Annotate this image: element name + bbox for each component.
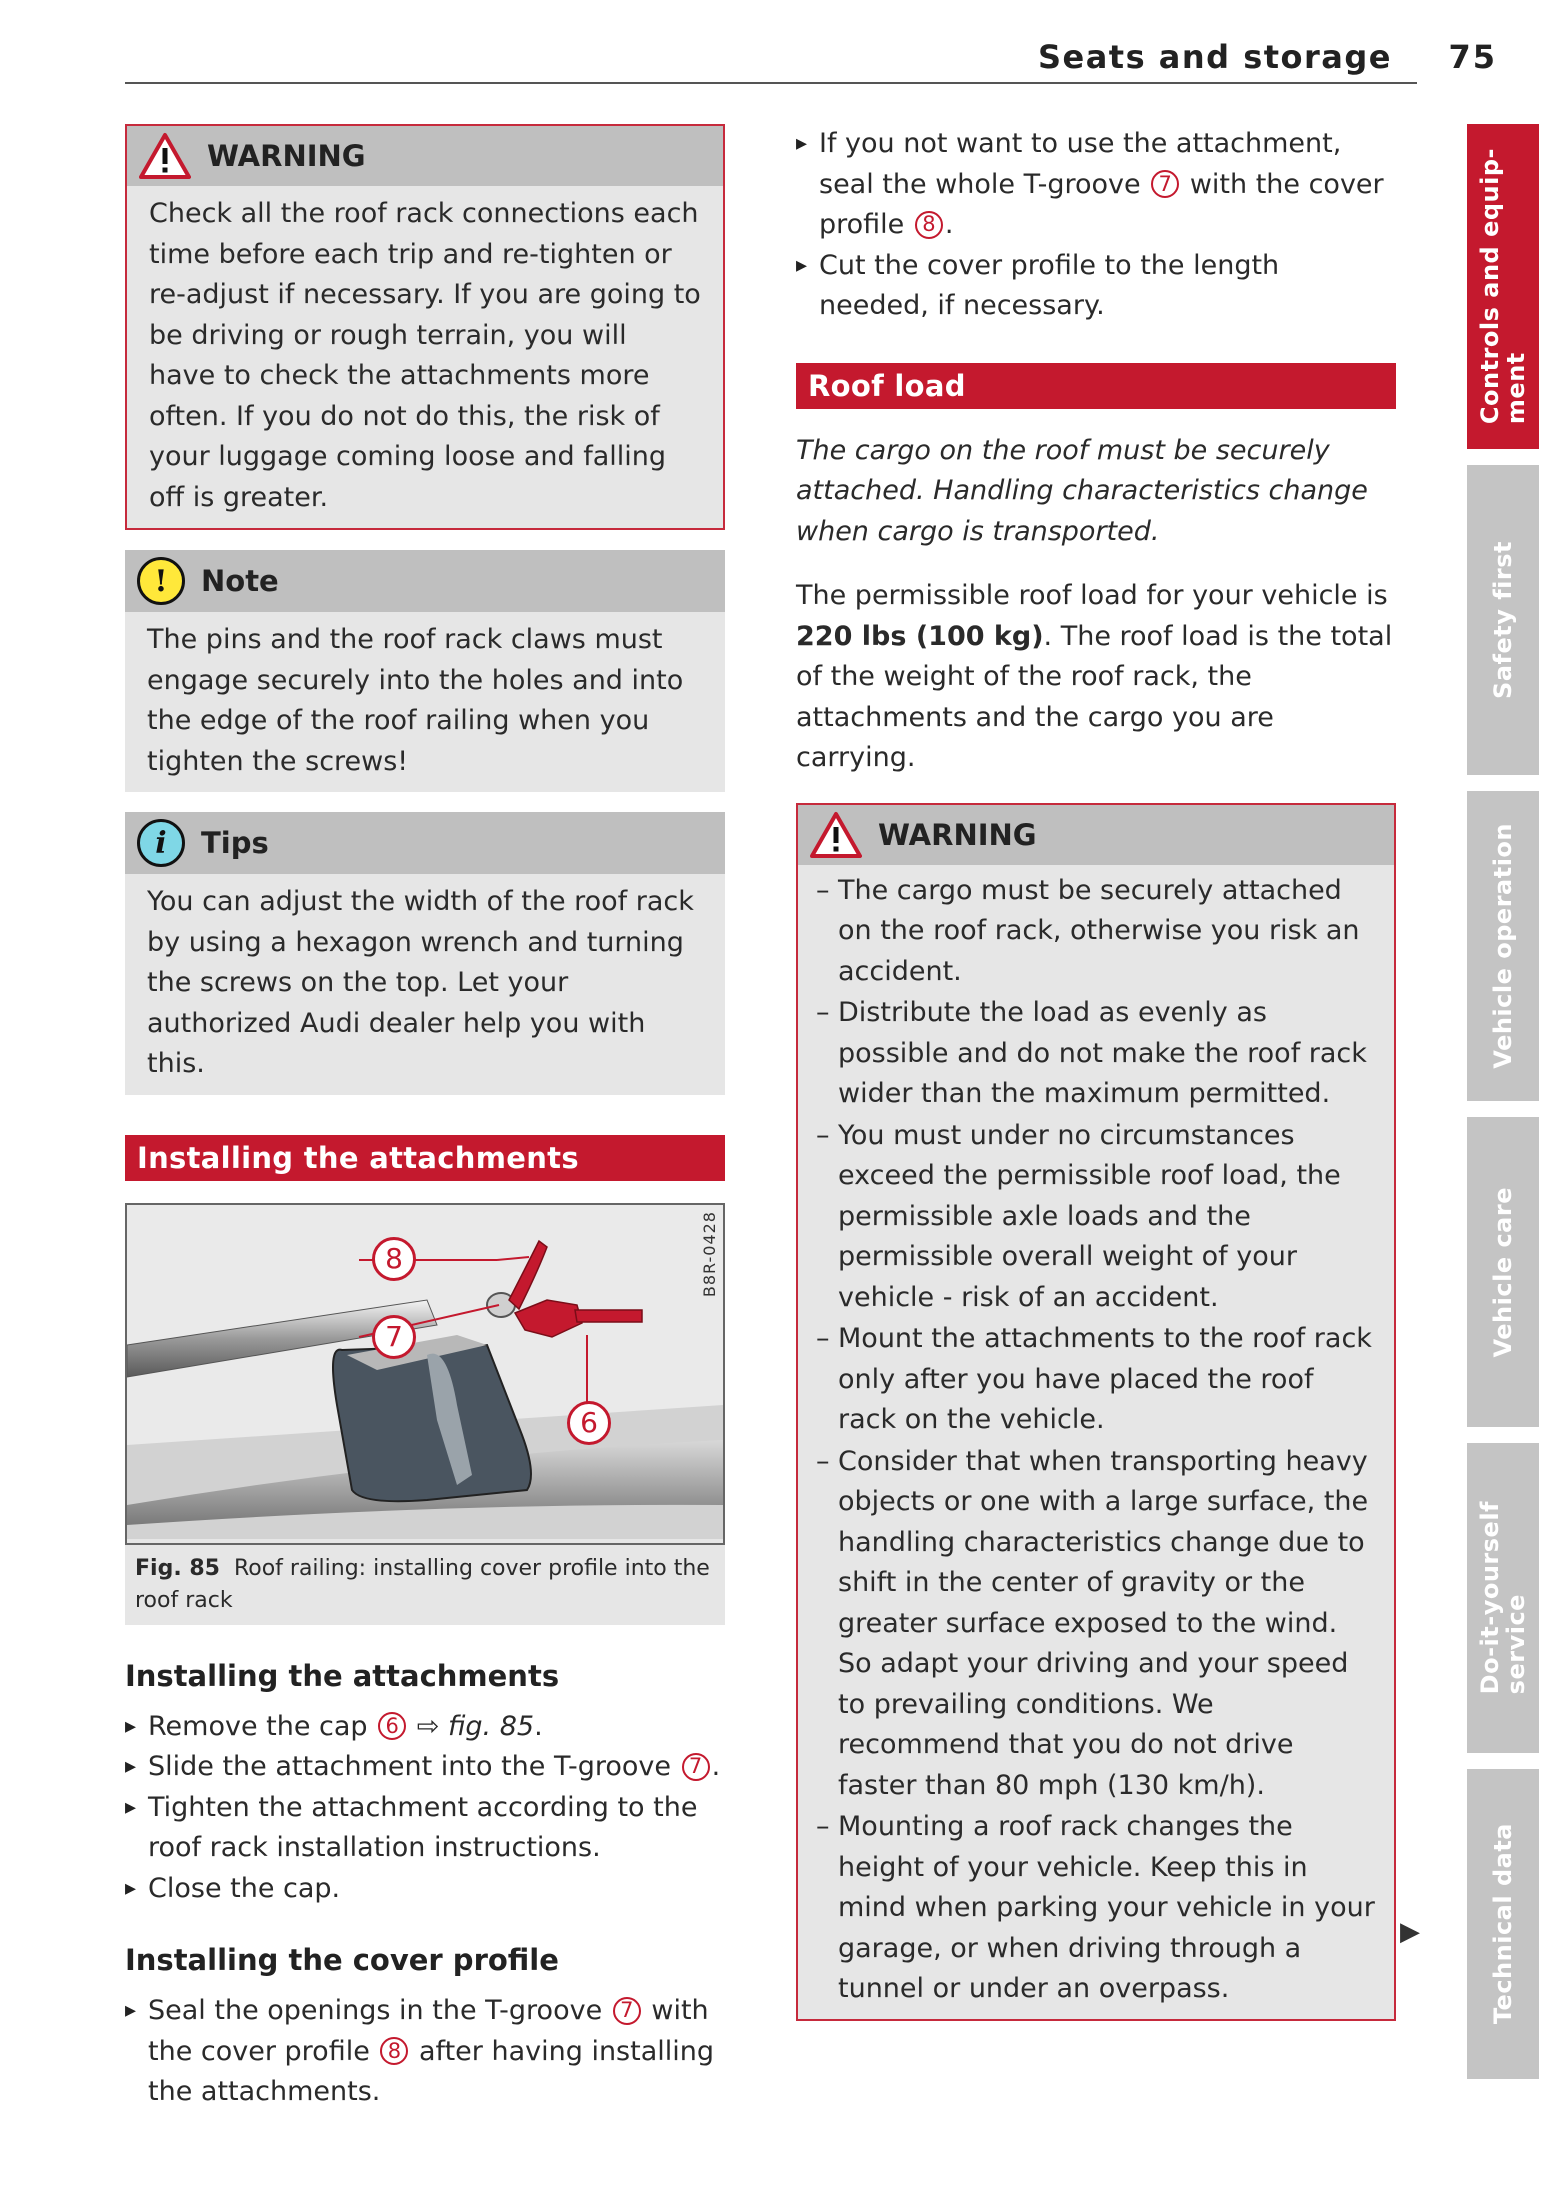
roof-load-text-b: . The roof load is the total of the weight of the roof rack, the attachments and the cargo you are carrying. <box>796 620 1393 773</box>
t-groove-steps <box>796 124 1396 327</box>
roof-load-value: 220 lbs (100 kg) <box>796 620 1044 652</box>
left-column <box>125 124 725 2113</box>
warning-item: – Distribute the load as evenly as possible and do not make the roof rack wider than the maximum permitted. <box>816 993 1376 1115</box>
attachment-steps <box>125 1707 725 1910</box>
warning-item: – The cargo must be securely attached on the roof rack, otherwise you risk an accident. <box>816 871 1376 993</box>
tips-text: You can adjust the width of the roof rack by using a hexagon wrench and turning the screws on the top. Let your authorized Audi dealer help you with this. <box>125 874 725 1095</box>
tab-safety-first[interactable]: Safety first <box>1467 465 1539 775</box>
exclamation-icon: ! <box>137 557 185 605</box>
subsection-title-attachments: Installing the attachments <box>125 1658 560 1693</box>
figure-code: B8R-0428 <box>700 1210 719 1297</box>
roof-rack-drawing <box>127 1205 723 1539</box>
info-icon: i <box>137 819 185 867</box>
tab-vehicle-care[interactable]: Vehicle care <box>1467 1117 1539 1427</box>
step-slide-attachment <box>125 1747 725 1788</box>
seal-text-b: with the cover profile <box>148 1995 709 2067</box>
note-title: Note <box>201 564 279 598</box>
note-header <box>125 550 725 612</box>
callout-7: 7 <box>372 1315 416 1359</box>
bullet1-text-a: If you not want to use the attachment, seal the whole T-groove <box>819 128 1342 200</box>
warning-text: Check all the roof rack connections each time before each trip and re-tighten or re-adjust if necessary. If you are going to be driving or rough terrain, you will have to check the attachments more often. If you do not do this, the risk of your luggage coming loose and falling off is greater. <box>127 186 723 528</box>
note-text: The pins and the roof rack claws must engage securely into the holes and into the edge of the roof railing when you tighten the screws! <box>125 612 725 792</box>
tab-vehicle-operation[interactable]: Vehicle operation <box>1467 791 1539 1101</box>
tab-technical-data[interactable]: Technical data <box>1467 1769 1539 2079</box>
step-remove-cap <box>125 1707 725 1748</box>
figure-caption-text: Roof railing: installing cover profile into the roof rack <box>135 1555 710 1613</box>
right-column <box>796 124 1396 2041</box>
step-seal-openings <box>125 1991 725 2113</box>
note-box <box>125 550 725 792</box>
warning-item: – Consider that when transporting heavy objects or one with a large surface, the handling characteristics change due to shift in the center of gravity or the greater surface exposed to the wind. So adapt your driving and your speed to prevailing conditions. We recommend that you do not drive faster than 80 mph (130 km/h). <box>816 1442 1376 1807</box>
warning-list-container <box>798 865 1394 2019</box>
cover-profile-steps <box>125 1991 725 2113</box>
warning-title: WARNING <box>207 139 366 173</box>
warning-triangle-icon <box>810 811 862 859</box>
section-title-installing: Installing the attachments <box>125 1135 725 1181</box>
warning-item: – Mount the attachments to the roof rack only after you have placed the roof rack on the vehicle. <box>816 1319 1376 1441</box>
tips-title: Tips <box>201 826 269 860</box>
step-seal-whole-groove <box>796 124 1396 246</box>
tab-controls-and-equipment[interactable]: Controls and equip- ment <box>1467 124 1539 449</box>
warning-box-right <box>796 803 1396 2021</box>
warning-header-right <box>798 805 1394 865</box>
header-rule <box>125 82 1417 84</box>
callout-ref-8: 8 <box>915 211 943 239</box>
callout-ref-8: 8 <box>380 2037 408 2065</box>
bullet1-text-b: with the cover profile <box>819 168 1384 240</box>
step-cut-profile: ▸ Cut the cover profile to the length needed, if necessary. <box>796 246 1396 327</box>
continue-arrow-icon: ▶ <box>1400 1917 1420 1947</box>
seal-text-a: Seal the openings in the T-groove <box>148 1995 603 2026</box>
figure-caption <box>125 1545 725 1625</box>
warning-item: – Mounting a roof rack changes the height of your vehicle. Keep this in mind when parking your vehicle in your garage, or when driving through a tunnel or under an overpass. <box>816 1807 1376 2010</box>
roof-load-paragraph <box>796 576 1396 779</box>
roof-rack-illustration <box>125 1203 725 1545</box>
figure-85 <box>125 1203 725 1625</box>
step1-text: Remove the cap <box>148 1710 368 1742</box>
callout-ref-7: 7 <box>1151 170 1179 198</box>
warning-triangle-icon <box>139 132 191 180</box>
tab-do-it-yourself-service[interactable]: Do-it-yourself service <box>1467 1443 1539 1753</box>
step-close-cap: ▸ Close the cap. <box>125 1869 725 1910</box>
roof-load-text-a: The permissible roof load for your vehicle is <box>796 580 1388 611</box>
step2-text: Slide the attachment into the T-groove <box>148 1751 672 1782</box>
bullet1-end: . <box>944 209 954 240</box>
callout-6: 6 <box>567 1401 611 1445</box>
page-number: 75 <box>1448 38 1497 76</box>
warning-list <box>816 871 1376 2010</box>
step2-end: . <box>711 1751 721 1782</box>
warning-title-right: WARNING <box>878 817 1037 852</box>
subsection-title-cover-profile: Installing the cover profile <box>125 1943 559 1977</box>
figure-number: Fig. 85 <box>135 1555 220 1581</box>
tips-box <box>125 812 725 1095</box>
callout-8: 8 <box>372 1237 416 1281</box>
figure-ref-link[interactable]: ⇨ fig. 85 <box>416 1710 535 1742</box>
callout-ref-7: 7 <box>682 1753 710 1781</box>
warning-box-left <box>125 124 725 530</box>
section-header-title: Seats and storage <box>1037 38 1392 76</box>
step1-end: . <box>534 1710 543 1742</box>
warning-header <box>127 126 723 186</box>
seal-text-c: after having installing the attachments. <box>148 2035 715 2107</box>
tips-header <box>125 812 725 874</box>
section-title-roof-load: Roof load <box>796 363 1396 409</box>
warning-item: – You must under no circumstances exceed the permissible roof load, the permissible axle loads and the permissible overall weight of your vehicle - risk of an accident. <box>816 1116 1376 1319</box>
callout-ref-7: 7 <box>613 1997 641 2025</box>
roof-load-intro: The cargo on the roof must be securely attached. Handling characteristics change when cargo is transported. <box>796 434 1368 547</box>
step-tighten: ▸ Tighten the attachment according to the roof rack installation instructions. <box>125 1788 725 1869</box>
callout-ref-6: 6 <box>378 1712 406 1740</box>
